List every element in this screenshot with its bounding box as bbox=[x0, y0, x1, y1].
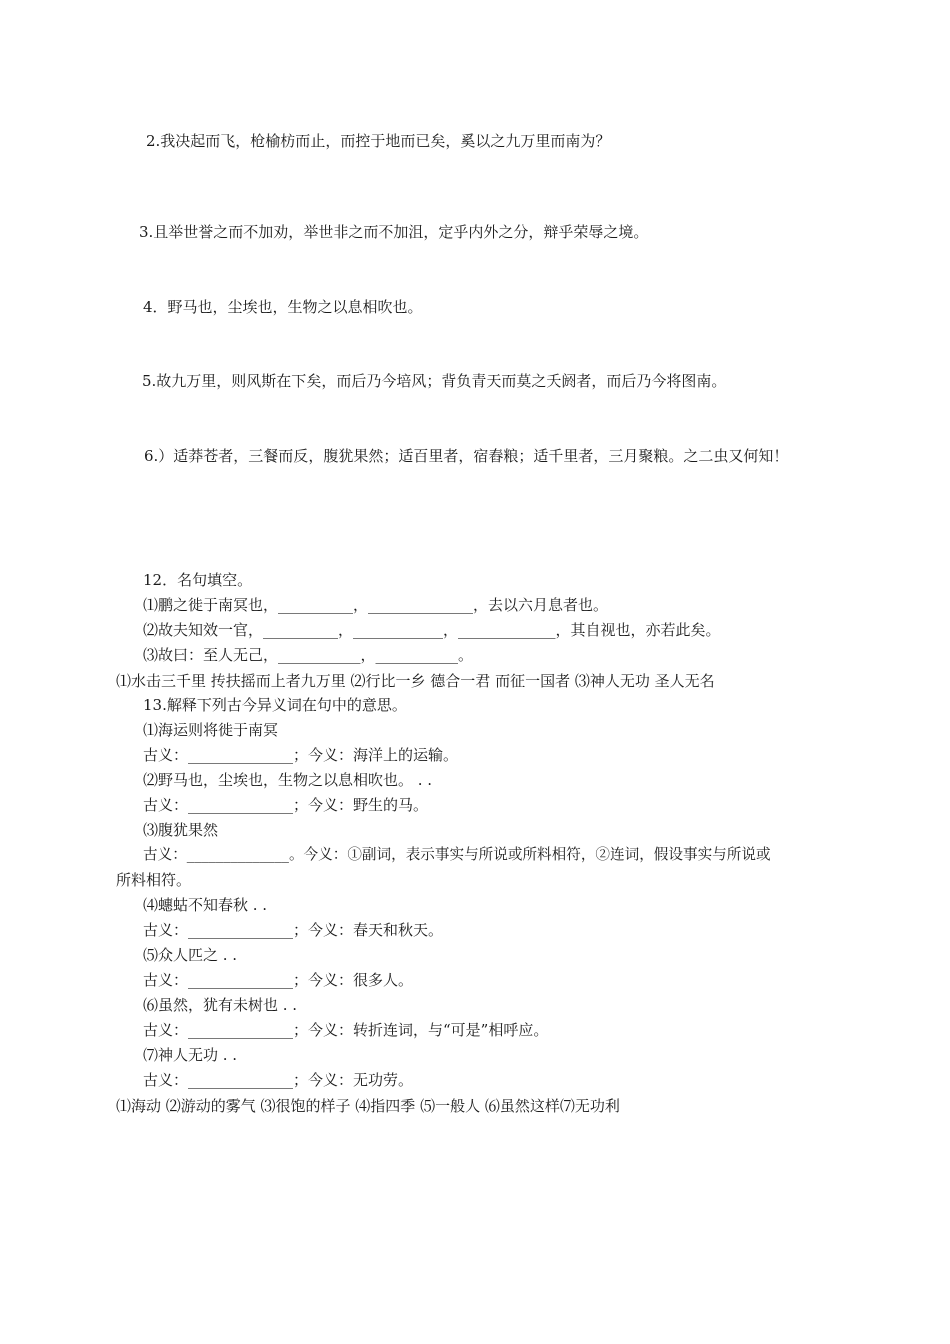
q13-item-1-meaning: 古义：______________；今义：海洋上的运输。 bbox=[143, 746, 459, 764]
q13-title: 13.解释下列古今异义词在句中的意思。 bbox=[143, 696, 407, 714]
sentence-4: 4．野马也，尘埃也，生物之以息相吹也。 bbox=[143, 298, 423, 316]
sentence-3: 3.且举世誉之而不加劝，举世非之而不加沮，定乎内外之分，辩乎荣辱之境。 bbox=[139, 223, 649, 241]
q13-item-4-meaning: 古义：______________；今义：春天和秋天。 bbox=[143, 921, 444, 939]
q12-line-1: ⑴鹏之徙于南冥也，__________，______________，去以六月息者也。 bbox=[143, 596, 609, 614]
sentence-5: 5.故九万里，则风斯在下矣，而后乃今培风；背负青天而莫之夭阏者，而后乃今将图南。 bbox=[142, 372, 727, 390]
q13-item-5-sentence: ⑸众人匹之 . . bbox=[143, 946, 238, 964]
q12-title: 12．名句填空。 bbox=[143, 571, 253, 589]
q12-answer: ⑴水击三千里 抟扶摇而上者九万里 ⑵行比一乡 德合一君 而征一国者 ⑶神人无功 圣人无名 bbox=[116, 672, 715, 690]
q13-item-3-continuation: 所料相符。 bbox=[116, 871, 192, 889]
q13-item-2-meaning: 古义：______________；今义：野生的马。 bbox=[143, 796, 429, 814]
q13-item-6-sentence: ⑹虽然，犹有未树也 . . bbox=[143, 996, 298, 1014]
q13-item-2-sentence: ⑵野马也，尘埃也，生物之以息相吹也。 . . bbox=[143, 771, 433, 789]
q12-line-2: ⑵故夫知效一官，__________，____________，_____________，其自视也，亦若此矣。 bbox=[143, 621, 721, 639]
q12-line-3: ⑶故曰：至人无己，___________，___________。 bbox=[143, 646, 474, 664]
q13-item-1-sentence: ⑴海运则将徙于南冥 bbox=[143, 721, 279, 739]
sentence-2: 2.我决起而飞，枪榆枋而止，而控于地而已矣，奚以之九万里而南为？ bbox=[146, 132, 611, 150]
q13-item-3-meaning: 古义：______________。今义：①副词，表示事实与所说或所料相符，②连词，假设事实与所说或 bbox=[143, 846, 771, 863]
q13-item-7-sentence: ⑺神人无功 . . bbox=[143, 1046, 238, 1064]
q13-item-5-meaning: 古义：______________；今义：很多人。 bbox=[143, 971, 414, 989]
q13-item-7-meaning: 古义：______________；今义：无功劳。 bbox=[143, 1071, 414, 1089]
q13-answer: ⑴海动 ⑵游动的雾气 ⑶很饱的样子 ⑷指四季 ⑸一般人 ⑹虽然这样⑺无功利 bbox=[116, 1097, 620, 1115]
sentence-6: 6.）适莽苍者，三餐而反，腹犹果然；适百里者，宿舂粮；适千里者，三月聚粮。之二虫又何知！ bbox=[144, 447, 789, 465]
q13-item-6-meaning: 古义：______________；今义：转折连词，与“可是”相呼应。 bbox=[143, 1021, 549, 1039]
q13-item-4-sentence: ⑷蟪蛄不知春秋 . . bbox=[143, 896, 268, 914]
q13-item-3-sentence: ⑶腹犹果然 bbox=[143, 821, 219, 839]
